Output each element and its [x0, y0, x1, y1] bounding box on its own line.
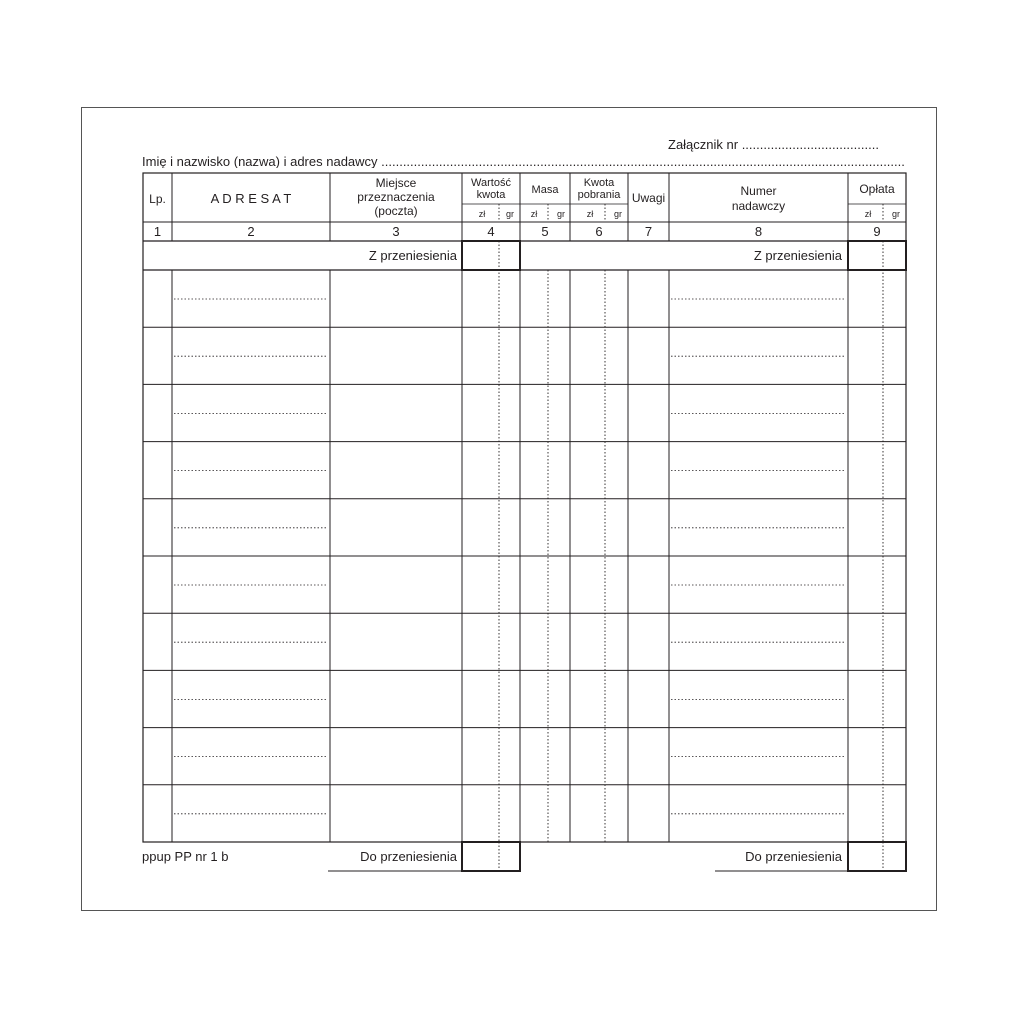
carry-out-label-right: Do przeniesienia [745, 849, 842, 864]
col-number-6: 6 [595, 224, 603, 239]
col-kwota-header-1: Kwota [583, 177, 615, 189]
wartosc-zl-subheader: zł [478, 209, 486, 219]
col-number-5: 5 [541, 224, 549, 239]
col-number-1: 1 [153, 224, 162, 239]
oplata-gr-subheader: gr [891, 209, 900, 219]
masa-gr-subheader: gr [556, 209, 565, 219]
col-numer-header-1: Numer [740, 184, 777, 198]
wartosc-gr-subheader: gr [505, 209, 514, 219]
col-oplata-header: Opłata [859, 182, 895, 196]
attachment-number-label: Załącznik nr ...................................... [668, 137, 879, 152]
col-adresat-header: A D R E S A T [210, 191, 292, 206]
kwota-gr-subheader: gr [613, 209, 622, 219]
carry-out-label-left: Do przeniesienia [360, 849, 457, 864]
sender-name-address-label: Imię i nazwisko (nazwa) i adres nadawcy ................................................................................................................................................. [142, 155, 905, 168]
col-number-8: 8 [754, 224, 763, 239]
oplata-zl-subheader: zł [864, 209, 872, 219]
col-number-9: 9 [873, 224, 881, 239]
col-number-3: 3 [392, 224, 400, 239]
col-wartosc-header-1: Wartość [471, 177, 511, 189]
masa-zl-subheader: zł [530, 209, 538, 219]
col-kwota-header-2: pobrania [577, 189, 621, 201]
col-number-4: 4 [487, 224, 495, 239]
col-miejsce-header-1: Miejsce [375, 176, 417, 190]
form-code: ppup PP nr 1 b [142, 849, 229, 864]
carry-in-label-right: Z przeniesienia [753, 248, 842, 263]
col-masa-header: Masa [531, 184, 559, 196]
col-miejsce-header-3: (poczta) [374, 204, 418, 218]
col-lp-header: Lp. [149, 192, 166, 206]
col-numer-header-2: nadawczy [731, 199, 786, 213]
col-uwagi-header: Uwagi [631, 191, 666, 205]
col-miejsce-header-2: przeznaczenia [357, 190, 435, 204]
carry-in-label-left: Z przeniesienia [368, 248, 457, 263]
col-number-2: 2 [247, 224, 255, 239]
col-number-7: 7 [644, 224, 653, 239]
col-wartosc-header-2: kwota [476, 189, 506, 201]
kwota-zl-subheader: zł [586, 209, 594, 219]
